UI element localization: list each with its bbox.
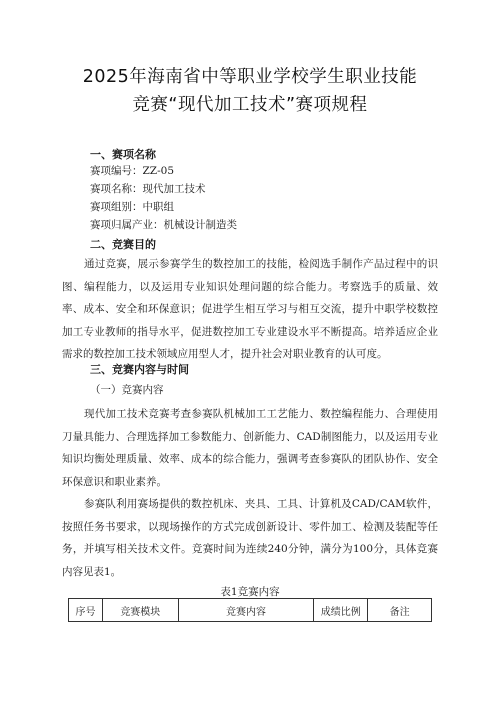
section-3-paragraph-2: 参赛队利用赛场提供的数控机床、夹具、工具、计算机及CAD/CAM软件，按照任务书要求，以现场操作的方式完成创新设计、零件加工、检测及装配等任务，并填写相关技术文件。竞赛时间为连续240分钟，满分为100分，具体竞赛内容见表1。 — [62, 498, 438, 578]
table-header-cell: 竞赛内容 — [178, 599, 314, 622]
section-3-subheading: （一）竞赛内容 — [90, 384, 164, 396]
project-code: 赛项编号：ZZ-05 — [90, 165, 174, 177]
project-industry: 赛项归属产业：机械设计制造类 — [90, 219, 237, 231]
section-2-heading: 二、竞赛目的 — [90, 238, 156, 251]
table-header-cell: 竞赛模块 — [102, 599, 178, 622]
table-caption: 表1竞赛内容 — [220, 586, 280, 598]
doc-title-line-1: 2025年海南省中等职业学校学生职业技能 — [82, 67, 418, 87]
doc-title-line-2: 竞赛“现代加工技术”赛项规程 — [132, 95, 368, 115]
content-table — [68, 598, 432, 622]
table-header-cell: 序号 — [69, 599, 103, 622]
section-1-heading: 一、赛项名称 — [90, 148, 156, 161]
project-name: 赛项名称：现代加工技术 — [90, 183, 206, 195]
table-header-cell: 成绩比例 — [314, 599, 368, 622]
project-group: 赛项组别：中职组 — [90, 201, 174, 213]
section-2-paragraph: 通过竞赛，展示参赛学生的数控加工的技能，检阅选手制作产品过程中的识图、编程能力，以及运用专业知识处理问题的综合能力。考察选手的质量、效率、成本、安全和环保意识；促进学生相互学习与相互交流，提升中职学校数控加工专业教师的指导水平，促进数控加工专业建设水平不断提高。培养适应企业需求的数控加工技术领域应用型人才，提升社会对职业教育的认可度。 — [62, 258, 438, 361]
table-header-row — [69, 599, 432, 622]
section-3-paragraph-1: 现代加工技术竞赛考查参赛队机械加工工艺能力、数控编程能力、合理使用刀量具能力、合理选择加工参数能力、创新能力、CAD制图能力，以及运用专业知识均衡处理质量、效率、成本的综合能力，强调考查参赛队的团队协作、安全环保意识和职业素养。 — [62, 408, 438, 488]
table-header-cell: 备注 — [368, 599, 432, 622]
section-3-heading: 三、竞赛内容与时间 — [90, 363, 189, 376]
